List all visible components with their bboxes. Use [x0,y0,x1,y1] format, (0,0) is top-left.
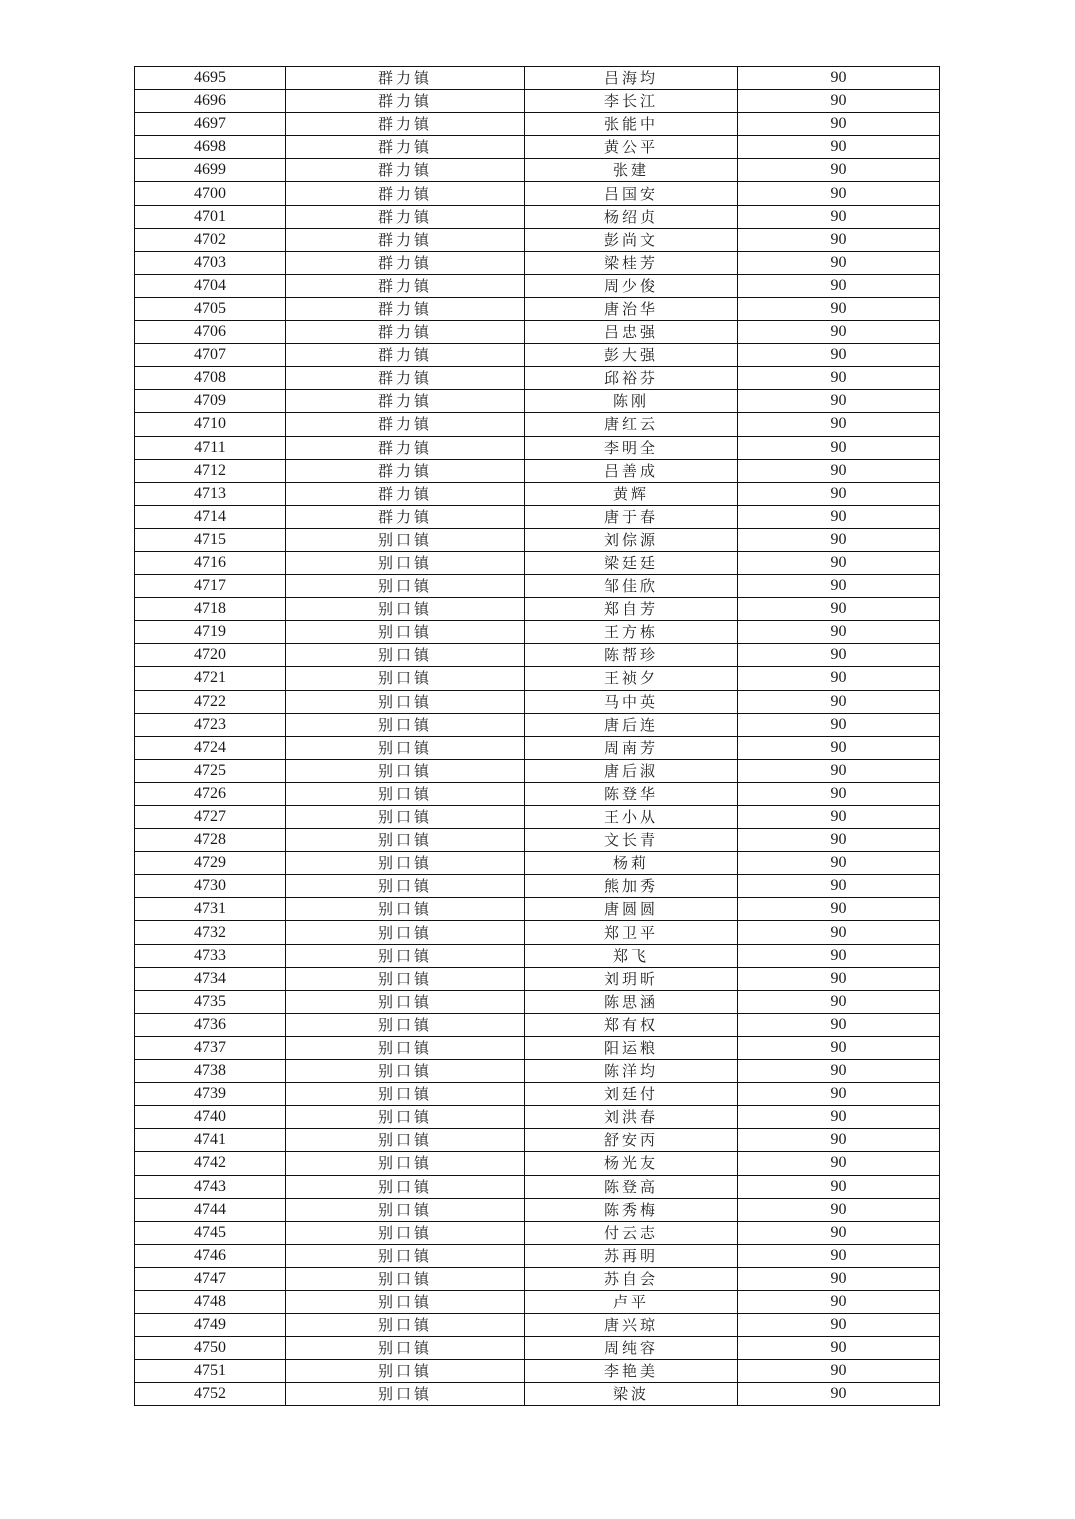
town-cell: 别口镇 [286,1267,525,1290]
person-name-cell: 李长江 [525,90,738,113]
row-number: 4728 [135,829,286,852]
score-cell: 90 [738,482,940,505]
person-name-cell: 王祯夕 [525,667,738,690]
town-cell: 别口镇 [286,1083,525,1106]
score-cell: 90 [738,413,940,436]
town-cell: 别口镇 [286,1152,525,1175]
score-cell: 90 [738,1198,940,1221]
table-row [135,274,940,297]
table-row [135,159,940,182]
person-name-cell: 郑有权 [525,1013,738,1036]
town-cell: 别口镇 [286,1036,525,1059]
row-number: 4748 [135,1290,286,1313]
score-cell: 90 [738,344,940,367]
row-number: 4710 [135,413,286,436]
table-row [135,921,940,944]
row-number: 4707 [135,344,286,367]
score-cell: 90 [738,1106,940,1129]
person-name-cell: 黄公平 [525,136,738,159]
row-number: 4731 [135,898,286,921]
row-number: 4737 [135,1036,286,1059]
table-row [135,759,940,782]
score-cell: 90 [738,806,940,829]
score-cell: 90 [738,159,940,182]
row-number: 4741 [135,1129,286,1152]
row-number: 4714 [135,505,286,528]
table-row [135,528,940,551]
table-row [135,251,940,274]
town-cell: 群力镇 [286,321,525,344]
score-cell: 90 [738,1360,940,1383]
table-row [135,321,940,344]
person-name-cell: 周南芳 [525,736,738,759]
town-cell: 群力镇 [286,505,525,528]
town-cell: 别口镇 [286,1175,525,1198]
score-cell: 90 [738,667,940,690]
row-number: 4729 [135,852,286,875]
town-cell: 群力镇 [286,67,525,90]
person-name-cell: 刘洪春 [525,1106,738,1129]
roster-table [134,66,940,1406]
table-row [135,182,940,205]
town-cell: 别口镇 [286,944,525,967]
row-number: 4746 [135,1244,286,1267]
person-name-cell: 王小从 [525,806,738,829]
town-cell: 群力镇 [286,159,525,182]
person-name-cell: 舒安丙 [525,1129,738,1152]
row-number: 4724 [135,736,286,759]
person-name-cell: 陈登高 [525,1175,738,1198]
person-name-cell: 李明全 [525,436,738,459]
score-cell: 90 [738,1013,940,1036]
row-number: 4734 [135,967,286,990]
person-name-cell: 李艳美 [525,1360,738,1383]
person-name-cell: 梁波 [525,1383,738,1406]
score-cell: 90 [738,898,940,921]
table-row [135,575,940,598]
row-number: 4705 [135,297,286,320]
town-cell: 别口镇 [286,1060,525,1083]
town-cell: 别口镇 [286,967,525,990]
row-number: 4697 [135,113,286,136]
town-cell: 别口镇 [286,644,525,667]
row-number: 4742 [135,1152,286,1175]
table-row [135,67,940,90]
person-name-cell: 邹佳欣 [525,575,738,598]
person-name-cell: 唐红云 [525,413,738,436]
person-name-cell: 郑卫平 [525,921,738,944]
person-name-cell: 陈秀梅 [525,1198,738,1221]
table-row [135,875,940,898]
score-cell: 90 [738,436,940,459]
table-row [135,297,940,320]
person-name-cell: 王方栋 [525,621,738,644]
table-row [135,390,940,413]
person-name-cell: 刘玥昕 [525,967,738,990]
person-name-cell: 彭尚文 [525,228,738,251]
person-name-cell: 吕国安 [525,182,738,205]
score-cell: 90 [738,875,940,898]
person-name-cell: 刘倧源 [525,528,738,551]
table-row [135,829,940,852]
person-name-cell: 周纯容 [525,1337,738,1360]
table-row [135,228,940,251]
row-number: 4752 [135,1383,286,1406]
row-number: 4700 [135,182,286,205]
person-name-cell: 杨光友 [525,1152,738,1175]
town-cell: 别口镇 [286,1383,525,1406]
row-number: 4732 [135,921,286,944]
score-cell: 90 [738,644,940,667]
person-name-cell: 唐圆圆 [525,898,738,921]
person-name-cell: 唐于春 [525,505,738,528]
row-number: 4750 [135,1337,286,1360]
score-cell: 90 [738,852,940,875]
row-number: 4709 [135,390,286,413]
town-cell: 群力镇 [286,390,525,413]
score-cell: 90 [738,113,940,136]
town-cell: 群力镇 [286,113,525,136]
person-name-cell: 文长青 [525,829,738,852]
table-row [135,1267,940,1290]
table-row [135,1221,940,1244]
town-cell: 别口镇 [286,598,525,621]
table-row [135,1360,940,1383]
town-cell: 别口镇 [286,1290,525,1313]
row-number: 4744 [135,1198,286,1221]
person-name-cell: 阳运粮 [525,1036,738,1059]
town-cell: 群力镇 [286,367,525,390]
score-cell: 90 [738,829,940,852]
row-number: 4730 [135,875,286,898]
person-name-cell: 苏自会 [525,1267,738,1290]
person-name-cell: 刘廷付 [525,1083,738,1106]
row-number: 4736 [135,1013,286,1036]
table-row [135,690,940,713]
row-number: 4704 [135,274,286,297]
row-number: 4749 [135,1314,286,1337]
table-row [135,551,940,574]
table-row [135,1198,940,1221]
person-name-cell: 张建 [525,159,738,182]
person-name-cell: 彭大强 [525,344,738,367]
table-row [135,1337,940,1360]
table-row [135,598,940,621]
table-row [135,482,940,505]
table-row [135,136,940,159]
person-name-cell: 苏再明 [525,1244,738,1267]
town-cell: 别口镇 [286,736,525,759]
score-cell: 90 [738,1221,940,1244]
row-number: 4715 [135,528,286,551]
town-cell: 别口镇 [286,667,525,690]
score-cell: 90 [738,1383,940,1406]
row-number: 4720 [135,644,286,667]
row-number: 4723 [135,713,286,736]
score-cell: 90 [738,182,940,205]
town-cell: 别口镇 [286,621,525,644]
score-cell: 90 [738,136,940,159]
person-name-cell: 郑飞 [525,944,738,967]
person-name-cell: 周少俊 [525,274,738,297]
score-cell: 90 [738,90,940,113]
person-name-cell: 熊加秀 [525,875,738,898]
town-cell: 别口镇 [286,806,525,829]
row-number: 4716 [135,551,286,574]
person-name-cell: 吕忠强 [525,321,738,344]
score-cell: 90 [738,782,940,805]
score-cell: 90 [738,1129,940,1152]
town-cell: 群力镇 [286,205,525,228]
row-number: 4751 [135,1360,286,1383]
table-row [135,1244,940,1267]
person-name-cell: 陈帮珍 [525,644,738,667]
score-cell: 90 [738,1314,940,1337]
row-number: 4727 [135,806,286,829]
table-row [135,344,940,367]
town-cell: 别口镇 [286,1198,525,1221]
row-number: 4747 [135,1267,286,1290]
score-cell: 90 [738,990,940,1013]
roster-table-body [135,67,940,1406]
town-cell: 别口镇 [286,759,525,782]
table-row [135,852,940,875]
town-cell: 群力镇 [286,459,525,482]
town-cell: 群力镇 [286,228,525,251]
person-name-cell: 卢平 [525,1290,738,1313]
person-name-cell: 唐后连 [525,713,738,736]
person-name-cell: 梁桂芳 [525,251,738,274]
score-cell: 90 [738,736,940,759]
score-cell: 90 [738,1267,940,1290]
table-row [135,736,940,759]
town-cell: 群力镇 [286,251,525,274]
town-cell: 别口镇 [286,990,525,1013]
score-cell: 90 [738,967,940,990]
table-row [135,367,940,390]
table-row [135,967,940,990]
table-row [135,90,940,113]
town-cell: 别口镇 [286,1221,525,1244]
score-cell: 90 [738,1175,940,1198]
row-number: 4703 [135,251,286,274]
table-row [135,113,940,136]
town-cell: 别口镇 [286,1314,525,1337]
person-name-cell: 陈洋均 [525,1060,738,1083]
row-number: 4706 [135,321,286,344]
row-number: 4696 [135,90,286,113]
town-cell: 别口镇 [286,713,525,736]
town-cell: 群力镇 [286,482,525,505]
town-cell: 别口镇 [286,782,525,805]
table-row [135,413,940,436]
score-cell: 90 [738,459,940,482]
row-number: 4722 [135,690,286,713]
row-number: 4717 [135,575,286,598]
score-cell: 90 [738,1152,940,1175]
person-name-cell: 邱裕芬 [525,367,738,390]
score-cell: 90 [738,1337,940,1360]
person-name-cell: 杨绍贞 [525,205,738,228]
table-row [135,1083,940,1106]
person-name-cell: 陈刚 [525,390,738,413]
score-cell: 90 [738,1083,940,1106]
town-cell: 别口镇 [286,528,525,551]
town-cell: 群力镇 [286,90,525,113]
score-cell: 90 [738,321,940,344]
table-row [135,1060,940,1083]
row-number: 4702 [135,228,286,251]
score-cell: 90 [738,921,940,944]
table-row [135,944,940,967]
score-cell: 90 [738,621,940,644]
town-cell: 别口镇 [286,829,525,852]
town-cell: 别口镇 [286,1013,525,1036]
row-number: 4725 [135,759,286,782]
row-number: 4713 [135,482,286,505]
score-cell: 90 [738,1244,940,1267]
table-row [135,1152,940,1175]
town-cell: 群力镇 [286,344,525,367]
table-row [135,205,940,228]
table-row [135,1036,940,1059]
person-name-cell: 黄辉 [525,482,738,505]
town-cell: 别口镇 [286,898,525,921]
row-number: 4698 [135,136,286,159]
table-row [135,1383,940,1406]
table-row [135,436,940,459]
person-name-cell: 梁廷廷 [525,551,738,574]
row-number: 4708 [135,367,286,390]
town-cell: 别口镇 [286,1360,525,1383]
town-cell: 别口镇 [286,1129,525,1152]
score-cell: 90 [738,944,940,967]
town-cell: 群力镇 [286,182,525,205]
town-cell: 群力镇 [286,436,525,459]
row-number: 4695 [135,67,286,90]
row-number: 4711 [135,436,286,459]
score-cell: 90 [738,228,940,251]
town-cell: 群力镇 [286,413,525,436]
town-cell: 别口镇 [286,1244,525,1267]
person-name-cell: 马中英 [525,690,738,713]
table-row [135,1290,940,1313]
row-number: 4740 [135,1106,286,1129]
table-row [135,505,940,528]
table-row [135,1106,940,1129]
table-row [135,898,940,921]
score-cell: 90 [738,759,940,782]
town-cell: 别口镇 [286,1106,525,1129]
score-cell: 90 [738,1060,940,1083]
person-name-cell: 付云志 [525,1221,738,1244]
table-row [135,990,940,1013]
person-name-cell: 吕海均 [525,67,738,90]
score-cell: 90 [738,205,940,228]
row-number: 4726 [135,782,286,805]
row-number: 4738 [135,1060,286,1083]
person-name-cell: 杨莉 [525,852,738,875]
score-cell: 90 [738,690,940,713]
town-cell: 别口镇 [286,921,525,944]
score-cell: 90 [738,1290,940,1313]
table-row [135,1013,940,1036]
table-row [135,782,940,805]
table-row [135,1175,940,1198]
person-name-cell: 张能中 [525,113,738,136]
score-cell: 90 [738,528,940,551]
row-number: 4743 [135,1175,286,1198]
row-number: 4712 [135,459,286,482]
score-cell: 90 [738,598,940,621]
table-row [135,644,940,667]
table-row [135,713,940,736]
table-row [135,1314,940,1337]
score-cell: 90 [738,551,940,574]
town-cell: 别口镇 [286,551,525,574]
score-cell: 90 [738,575,940,598]
row-number: 4739 [135,1083,286,1106]
person-name-cell: 唐兴琼 [525,1314,738,1337]
table-row [135,806,940,829]
town-cell: 群力镇 [286,274,525,297]
score-cell: 90 [738,713,940,736]
person-name-cell: 唐治华 [525,297,738,320]
table-row [135,1129,940,1152]
table-row [135,667,940,690]
town-cell: 别口镇 [286,852,525,875]
person-name-cell: 吕善成 [525,459,738,482]
score-cell: 90 [738,390,940,413]
row-number: 4719 [135,621,286,644]
score-cell: 90 [738,1036,940,1059]
table-row [135,621,940,644]
row-number: 4718 [135,598,286,621]
row-number: 4745 [135,1221,286,1244]
town-cell: 群力镇 [286,297,525,320]
row-number: 4721 [135,667,286,690]
score-cell: 90 [738,251,940,274]
table-row [135,459,940,482]
town-cell: 别口镇 [286,1337,525,1360]
score-cell: 90 [738,274,940,297]
score-cell: 90 [738,367,940,390]
town-cell: 群力镇 [286,136,525,159]
row-number: 4735 [135,990,286,1013]
row-number: 4701 [135,205,286,228]
score-cell: 90 [738,297,940,320]
score-cell: 90 [738,67,940,90]
row-number: 4733 [135,944,286,967]
score-cell: 90 [738,505,940,528]
person-name-cell: 陈登华 [525,782,738,805]
town-cell: 别口镇 [286,690,525,713]
person-name-cell: 陈思涵 [525,990,738,1013]
person-name-cell: 唐后淑 [525,759,738,782]
town-cell: 别口镇 [286,575,525,598]
town-cell: 别口镇 [286,875,525,898]
row-number: 4699 [135,159,286,182]
person-name-cell: 郑自芳 [525,598,738,621]
